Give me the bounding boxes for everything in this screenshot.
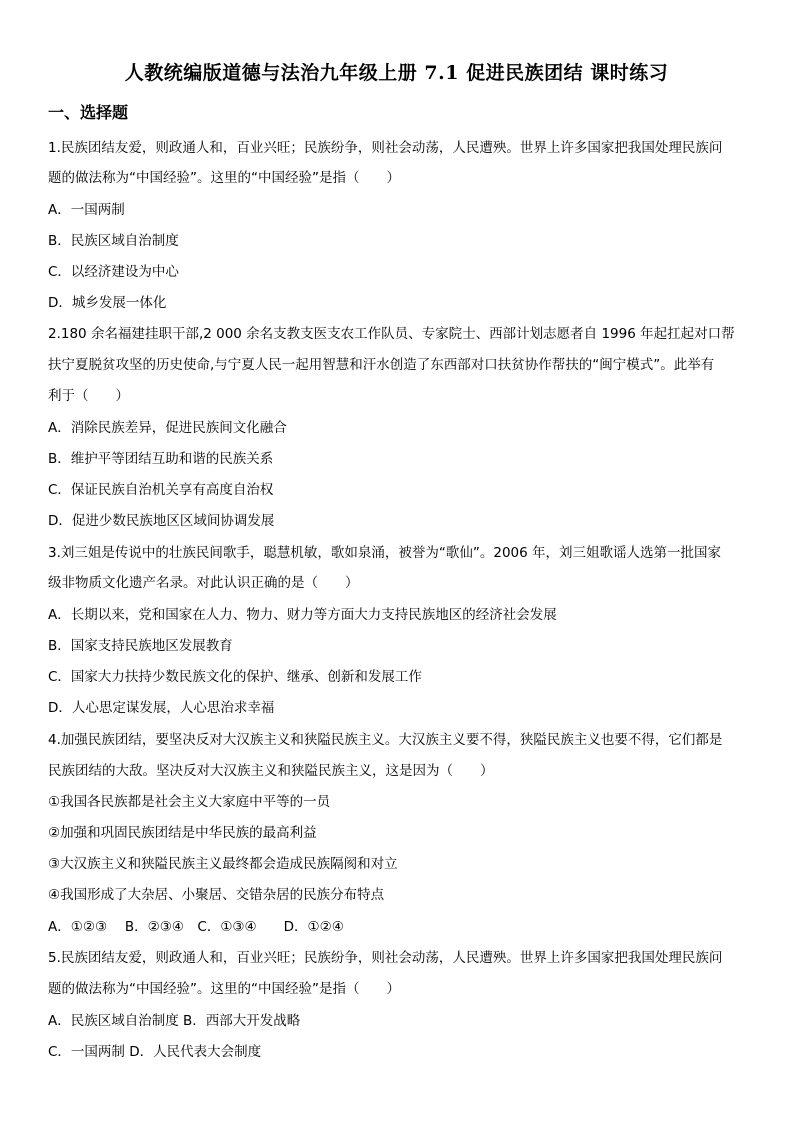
q1-option-d: D．城乡发展一体化: [48, 295, 167, 311]
q3-option-c: C．国家大力扶持少数民族文化的保护、继承、创新和发展工作: [48, 669, 422, 685]
q4-stem-line-1: 4.加强民族团结，要坚决反对大汉族主义和狭隘民族主义。大汉族主义要不得，狭隘民族主义也要不得，它们都是: [48, 732, 723, 748]
q4-item-4: ④我国形成了大杂居、小聚居、交错杂居的民族分布特点: [48, 887, 385, 903]
section-heading: 一、选择题: [48, 103, 129, 122]
q2-stem-line-3: 利于（ ）: [48, 388, 129, 404]
q4-stem-line-2: 民族团结的大敌。坚决反对大汉族主义和狭隘民族主义，这是因为（ ）: [48, 763, 494, 779]
q3-option-d: D．人心思定谋发展，人心思治求幸福: [48, 700, 275, 716]
q4-item-2: ②加强和巩固民族团结是中华民族的最高利益: [48, 825, 317, 841]
q5-stem-line-2: 题的做法称为“中国经验”。这里的“中国经验”是指（ ）: [48, 981, 400, 997]
q5-options-line-2: C．一国两制 D．人民代表大会制度: [48, 1044, 262, 1060]
q4-item-1: ①我国各民族都是社会主义大家庭中平等的一员: [48, 794, 331, 810]
q1-stem-line-1: 1.民族团结友爱，则政通人和，百业兴旺；民族纷争，则社会动荡，人民遭殃。世界上许多国家把我国处理民族问: [48, 140, 723, 156]
q1-option-a: A．一国两制: [48, 202, 125, 218]
q3-stem-line-1: 3.刘三姐是传说中的壮族民间歌手，聪慧机敏，歌如泉涌，被誉为“歌仙”。2006 年，刘三姐歌谣人选第一批国家: [48, 545, 722, 561]
q5-options-line-1: A．民族区域自治制度 B．西部大开发战略: [48, 1013, 301, 1029]
q2-option-b: B．维护平等团结互助和谐的民族关系: [48, 451, 274, 467]
q5-stem-line-1: 5.民族团结友爱，则政通人和，百业兴旺；民族纷争，则社会动荡，人民遭殃。世界上许多国家把我国处理民族问: [48, 950, 723, 966]
q1-option-c: C．以经济建设为中心: [48, 264, 179, 280]
q2-stem-line-1: 2.180 余名福建挂职干部,2 000 余名支教支医支农工作队员、专家院士、西部计划志愿者自 1996 年起扛起对口帮: [48, 326, 735, 342]
q3-option-a: A．长期以来，党和国家在人力、物力、财力等方面大力支持民族地区的经济社会发展: [48, 607, 557, 623]
q2-option-d: D．促进少数民族地区区域间协调发展: [48, 513, 275, 529]
document-title: 人教统编版道德与法治九年级上册 7.1 促进民族团结 课时练习: [124, 62, 669, 84]
q4-item-3: ③大汉族主义和狭隘民族主义最终都会造成民族隔阂和对立: [48, 856, 398, 872]
q2-stem-line-2: 扶宁夏脱贫攻坚的历史使命,与宁夏人民一起用智慧和汗水创造了东西部对口扶贫协作帮扶的“闽宁模式”。此举有: [48, 357, 715, 373]
q1-option-b: B．民族区域自治制度: [48, 233, 179, 249]
q4-options: A．①②③ B．②③④ C．①③④ D．①②④: [48, 919, 344, 935]
q2-option-c: C．保证民族自治机关享有高度自治权: [48, 482, 274, 498]
q1-stem-line-2: 题的做法称为“中国经验”。这里的“中国经验”是指（ ）: [48, 170, 400, 186]
q2-option-a: A．消除民族差异，促进民族间文化融合: [48, 420, 287, 436]
q3-option-b: B．国家支持民族地区发展教育: [48, 638, 233, 654]
q3-stem-line-2: 级非物质文化遗产名录。对此认识正确的是（ ）: [48, 575, 359, 591]
